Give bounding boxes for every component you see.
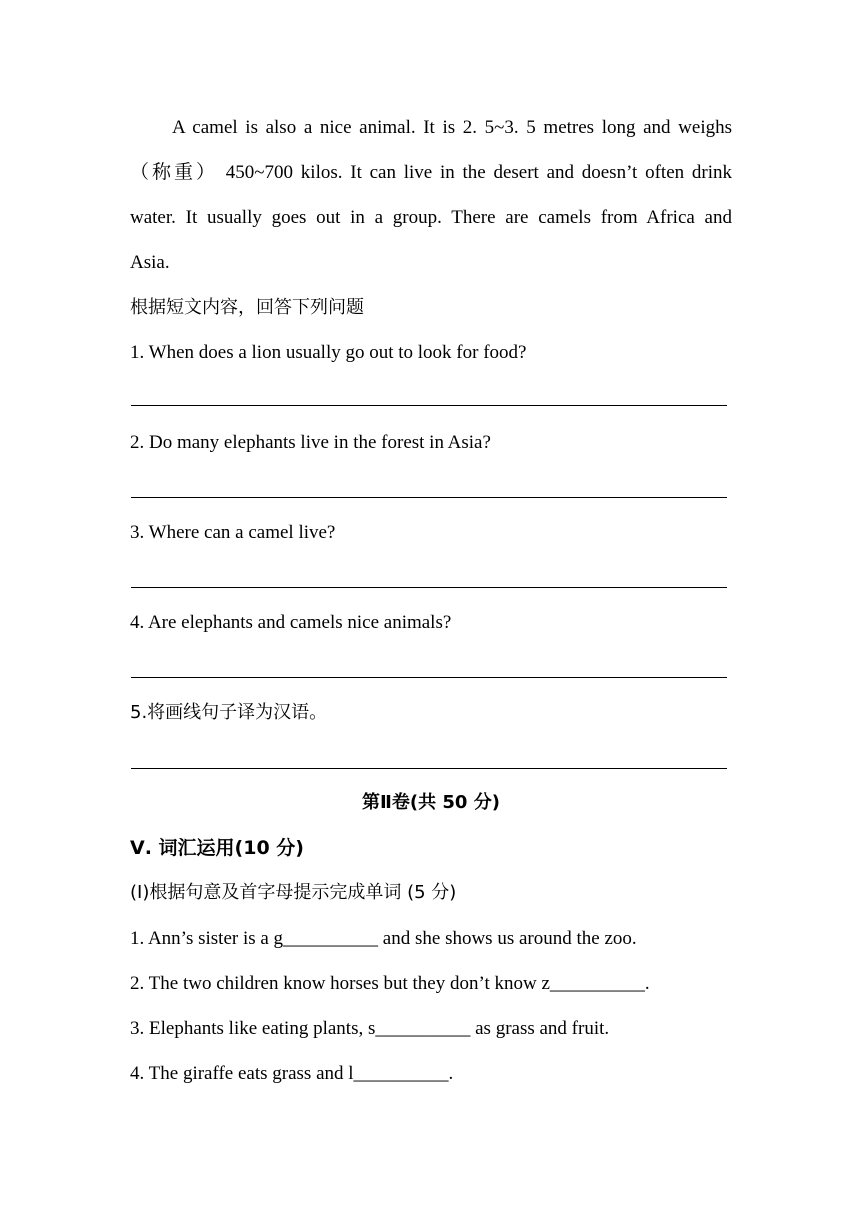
answer-line-4[interactable] bbox=[131, 677, 727, 678]
question-3: 3. Where can a camel live? bbox=[130, 522, 336, 543]
fill-item-1: 1. Ann’s sister is a g__________ and she shows us around the zoo. bbox=[130, 928, 637, 949]
question-2: 2. Do many elephants live in the forest in Asia? bbox=[130, 432, 491, 453]
part-title: Ⅴ. 词汇运用(10 分) bbox=[130, 837, 304, 859]
answer-line-1[interactable] bbox=[131, 405, 727, 406]
answer-line-3[interactable] bbox=[131, 587, 727, 588]
passage-line-4: Asia. bbox=[130, 252, 170, 273]
fill-item-4: 4. The giraffe eats grass and l__________. bbox=[130, 1063, 454, 1084]
reading-instruction: 根据短文内容，回答下列问题 bbox=[130, 297, 364, 318]
question-1: 1. When does a lion usually go out to look for food? bbox=[130, 342, 527, 363]
answer-line-2[interactable] bbox=[131, 497, 727, 498]
section-title: 第Ⅱ卷(共 50 分) bbox=[362, 792, 500, 813]
question-4: 4. Are elephants and camels nice animals? bbox=[130, 612, 452, 633]
answer-line-5[interactable] bbox=[131, 768, 727, 769]
fill-item-2: 2. The two children know horses but they don’t know z__________. bbox=[130, 973, 650, 994]
question-5: 5.将画线句子译为汉语。 bbox=[130, 702, 328, 723]
passage-line-2: （称重） 450~700 kilos. It can live in the desert and doesn’t often drink bbox=[130, 162, 732, 183]
passage-line-3: water. It usually goes out in a group. There are camels from Africa and bbox=[130, 207, 732, 228]
sub-instruction: (Ⅰ)根据句意及首字母提示完成单词 (5 分) bbox=[130, 882, 457, 903]
passage-line-1: A camel is also a nice animal. It is 2. 5~3. 5 metres long and weighs bbox=[172, 117, 732, 138]
fill-item-3: 3. Elephants like eating plants, s__________ as grass and fruit. bbox=[130, 1018, 610, 1039]
